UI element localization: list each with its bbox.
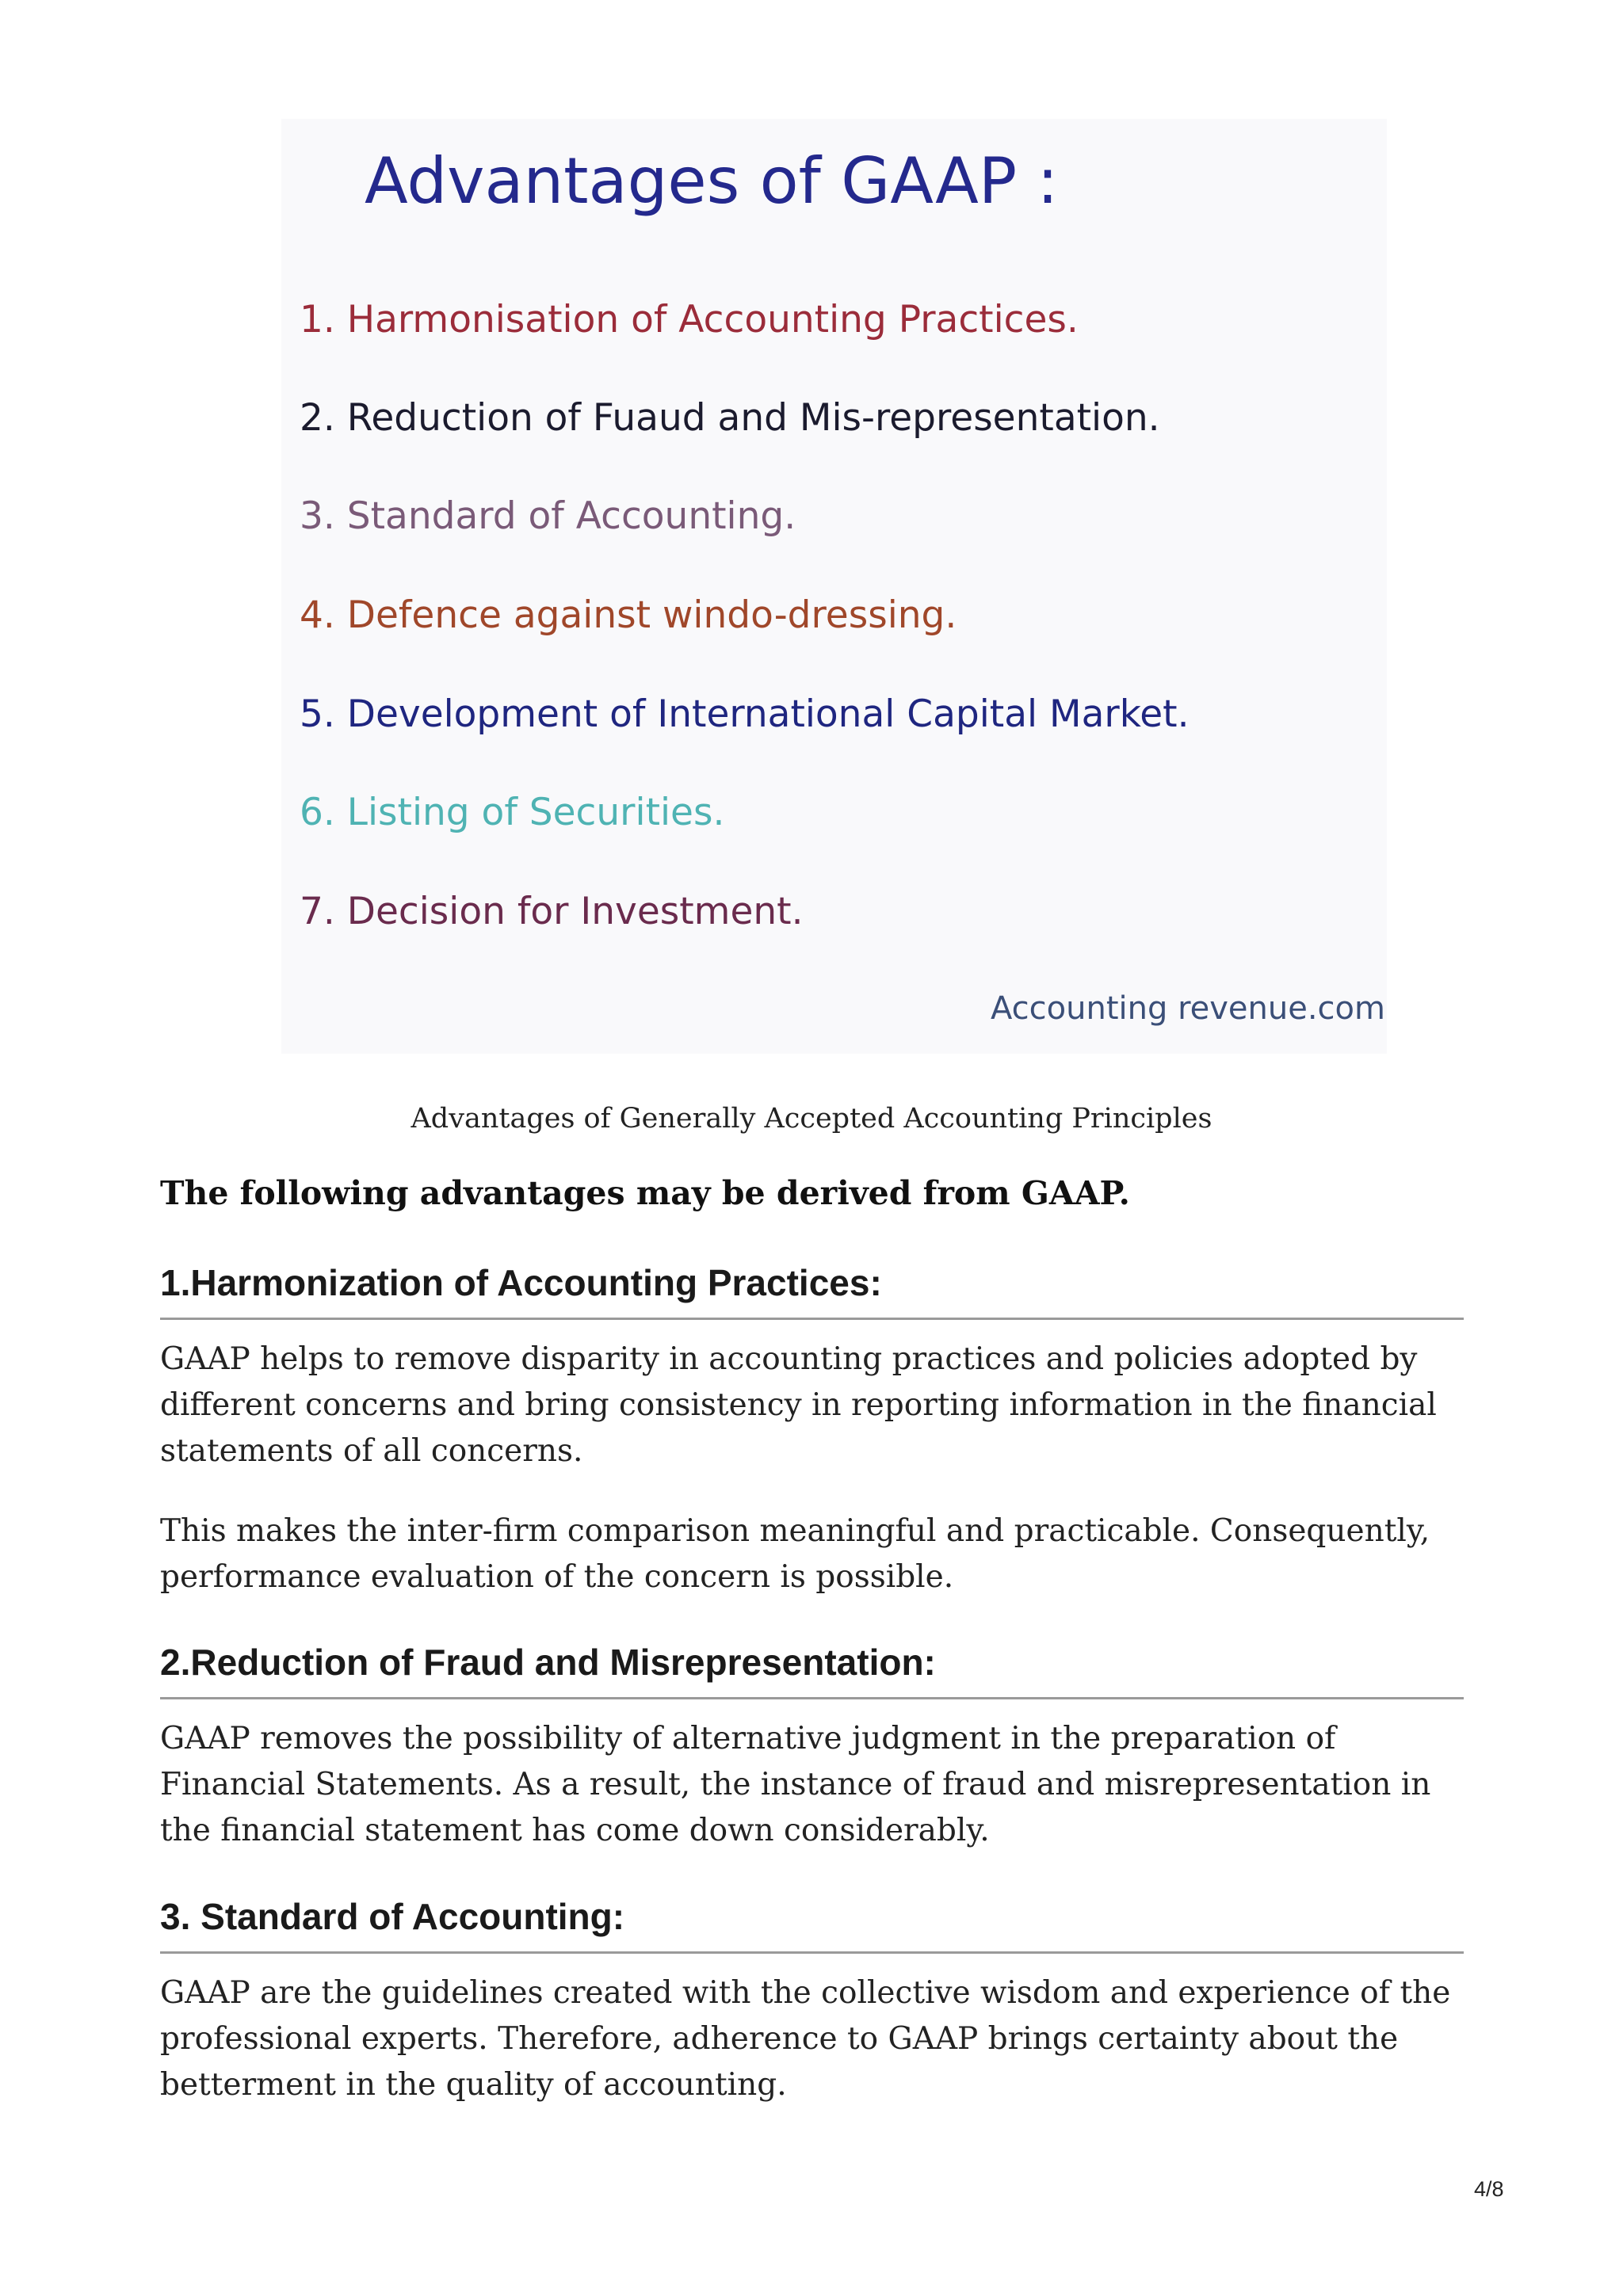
figure-list-item: 2. Reduction of Fuaud and Mis-representation. <box>300 396 1160 440</box>
figure-credit: Accounting revenue.com <box>991 990 1385 1027</box>
section-heading: 1.Harmonization of Accounting Practices: <box>160 1262 882 1303</box>
section-paragraph: This makes the inter-firm comparison meaningful and practicable. Consequently, performance evaluation of the concern is possible. <box>160 1513 1430 1595</box>
intro-paragraph: The following advantages may be derived from GAAP. <box>160 1174 1130 1212</box>
figure-list-item: 3. Standard of Accounting. <box>300 494 796 538</box>
figure-list-item: 7. Decision for Investment. <box>300 890 804 933</box>
figure-caption: Advantages of Generally Accepted Accounting Principles <box>411 1103 1212 1135</box>
section-paragraph: GAAP removes the possibility of alternative judgment in the preparation of Financial Statements. As a result, the instance of fraud and misrepresentation in the financial statement has come down considerably. <box>160 1721 1431 1848</box>
page-number: 4/8 <box>1474 2177 1504 2201</box>
section-paragraph: GAAP are the guidelines created with the collective wisdom and experience of the professional experts. Therefore, adherence to GAAP brings certainty about the betterment in the quality of accounting. <box>160 1975 1451 2103</box>
section-heading: 3. Standard of Accounting: <box>160 1896 625 1937</box>
section-divider <box>160 1697 1464 1699</box>
figure-title: Advantages of GAAP : <box>365 144 1059 218</box>
section-divider <box>160 1951 1464 1954</box>
section-heading: 2.Reduction of Fraud and Misrepresentation: <box>160 1642 936 1683</box>
section-divider <box>160 1318 1464 1320</box>
figure-list-item: 5. Development of International Capital Market. <box>300 692 1190 736</box>
figure-list-item: 4. Defence against windo-dressing. <box>300 593 957 637</box>
figure-list-item: 1. Harmonisation of Accounting Practices. <box>300 298 1079 341</box>
figure-list-item: 6. Listing of Securities. <box>300 791 725 834</box>
section-paragraph: GAAP helps to remove disparity in accounting practices and policies adopted by different concerns and bring consistency in reporting information in the financial statements of all concerns. <box>160 1341 1437 1469</box>
